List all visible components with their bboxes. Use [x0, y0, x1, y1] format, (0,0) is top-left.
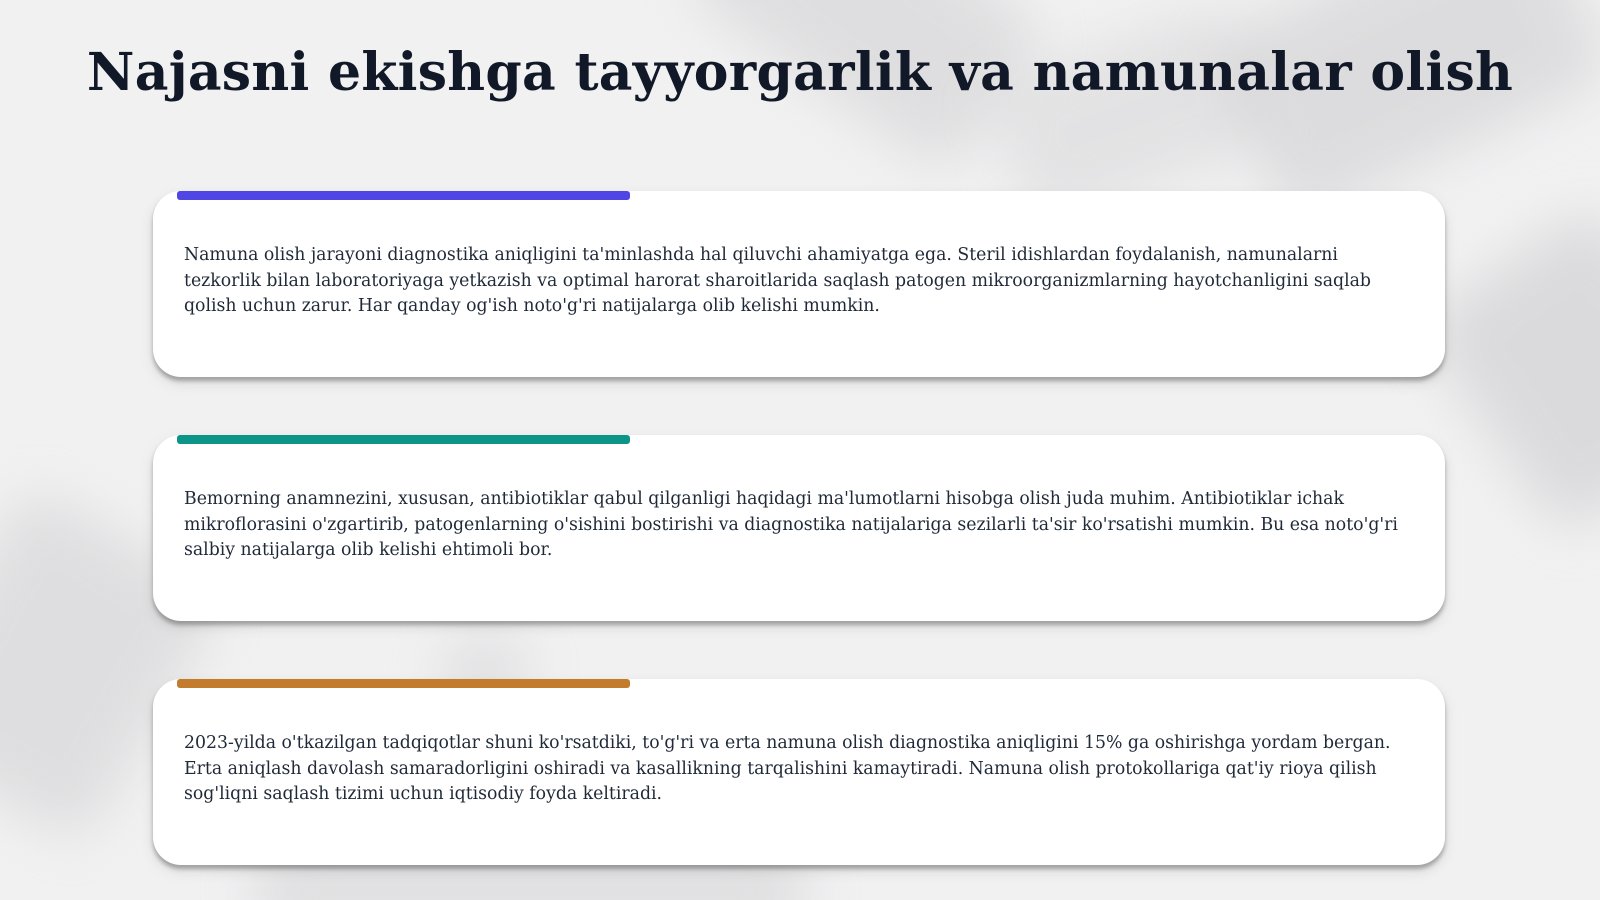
info-card-1 [153, 191, 1445, 377]
card-text: Namuna olish jarayoni diagnostika aniqligini ta'minlashda hal qiluvchi ahamiyatga ega. Steril idishlardan foydalanish, namunalarni tezkorlik bilan laboratoriyaga yetkazish va optimal harorat sharoitlarida saqlash patogen mikroorganizmlarning hayotchanligini saqlab qolish uchun zarur. Har qanday og'ish noto'g'ri natijalarga olib kelishi mumkin. [184, 245, 1371, 316]
card-body [153, 191, 1445, 377]
accent-bar [177, 191, 630, 200]
accent-bar [177, 679, 630, 688]
card-body [153, 679, 1445, 865]
card-text: Bemorning anamnezini, xususan, antibiotiklar qabul qilganligi haqidagi ma'lumotlarni hisobga olish juda muhim. Antibiotiklar ichak mikroflorasini o'zgartirib, patogenlarning o'sishini bostirishi va diagnostika natijalariga sezilarli ta'sir ko'rsatishi mumkin. Bu esa noto'g'ri salbiy natijalarga olib kelishi ehtimoli bor. [184, 489, 1398, 560]
info-card-3 [153, 679, 1445, 865]
accent-bar [177, 435, 630, 444]
slide-title: Najasni ekishga tayyorgarlik va namunalar olish [86, 42, 1514, 103]
card-text: 2023-yilda o'tkazilgan tadqiqotlar shuni ko'rsatdiki, to'g'ri va erta namuna olish diagnostika aniqligini 15% ga oshirishga yordam bergan. Erta aniqlash davolash samaradorligini oshiradi va kasallikning tarqalishini kamaytiradi. Namuna olish protokollariga qat'iy rioya qilish sog'liqni saqlash tizimi uchun iqtisodiy foyda keltiradi. [184, 733, 1391, 804]
card-body [153, 435, 1445, 621]
info-card-2 [153, 435, 1445, 621]
